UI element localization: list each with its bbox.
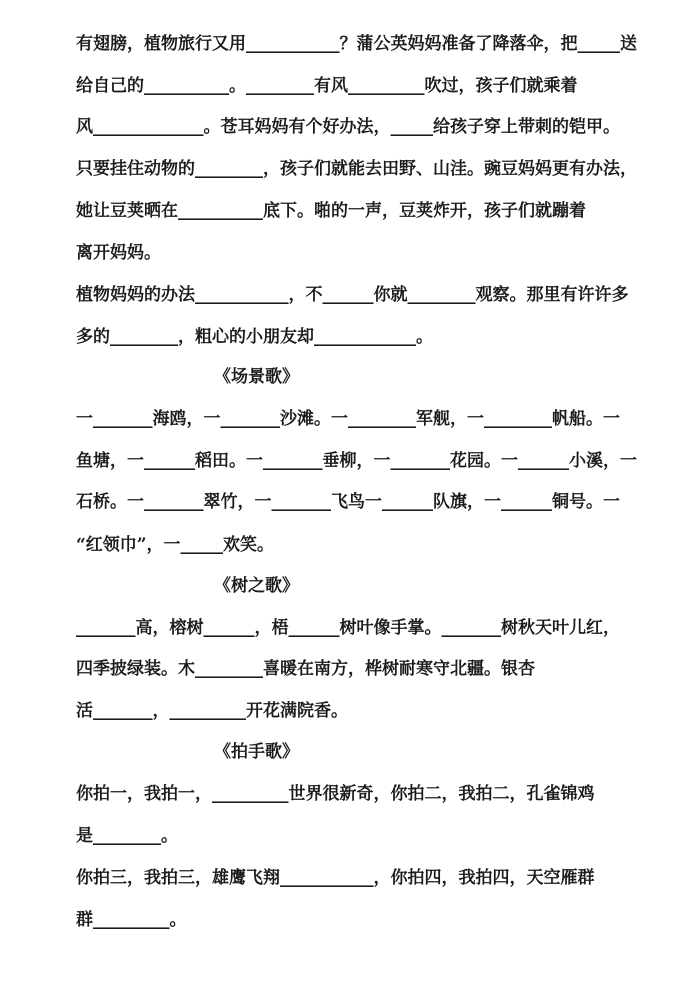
text-line: 她让豆荚晒在__________底下。啪的一声，豆荚炸开，孩子们就蹦着 (76, 201, 586, 221)
text-line: 你拍一，我拍一，_________世界很新奇，你拍二，我拍二，孔雀锦鸡 (76, 784, 595, 804)
section-heading: 《拍手歌》 (214, 742, 299, 762)
text-line: 给自己的__________。________有风_________吹过，孩子们就乘着 (76, 76, 578, 96)
text-line: 只要挂住动物的________，孩子们就能去田野、山洼。豌豆妈妈更有办法， (76, 159, 637, 179)
text-line: 石桥。一_______翠竹，一_______飞鸟一______队旗，一______铜号。一 (76, 492, 620, 512)
text-line: 活_______，_________开花满院香。 (76, 701, 348, 721)
text-line: “红领巾”，一_____欢笑。 (76, 535, 275, 555)
text-line: 鱼塘，一______稻田。一_______垂柳，一_______花园。一______小溪，一 (76, 451, 637, 471)
text-line: 风_____________。苍耳妈妈有个好办法，_____给孩子穿上带刺的铠甲。 (76, 117, 620, 137)
text-line: 一_______海鸥，一_______沙滩。一________军舰，一________帆船。一 (76, 409, 620, 429)
section-heading: 《场景歌》 (214, 367, 299, 387)
section-heading: 《树之歌》 (214, 576, 299, 596)
text-line: _______高，榕树______，梧______树叶像手掌。_______树秋天叶儿红， (76, 618, 620, 638)
text-line: 你拍三，我拍三，雄鹰飞翔___________，你拍四，我拍四，天空雁群 (76, 868, 595, 888)
text-line: 有翅膀，植物旅行又用___________？蒲公英妈妈准备了降落伞，把_____送 (76, 34, 637, 54)
text-line: 是________。 (76, 826, 178, 846)
text-line: 多的________，粗心的小朋友却____________。 (76, 327, 433, 347)
text-line: 四季披绿装。木________喜暖在南方，桦树耐寒守北疆。银杏 (76, 659, 535, 679)
text-line: 植物妈妈的办法___________，不______你就________观察。那里有许许多 (76, 285, 629, 305)
text-line: 离开妈妈。 (76, 243, 161, 263)
text-line: 群_________。 (76, 910, 187, 930)
